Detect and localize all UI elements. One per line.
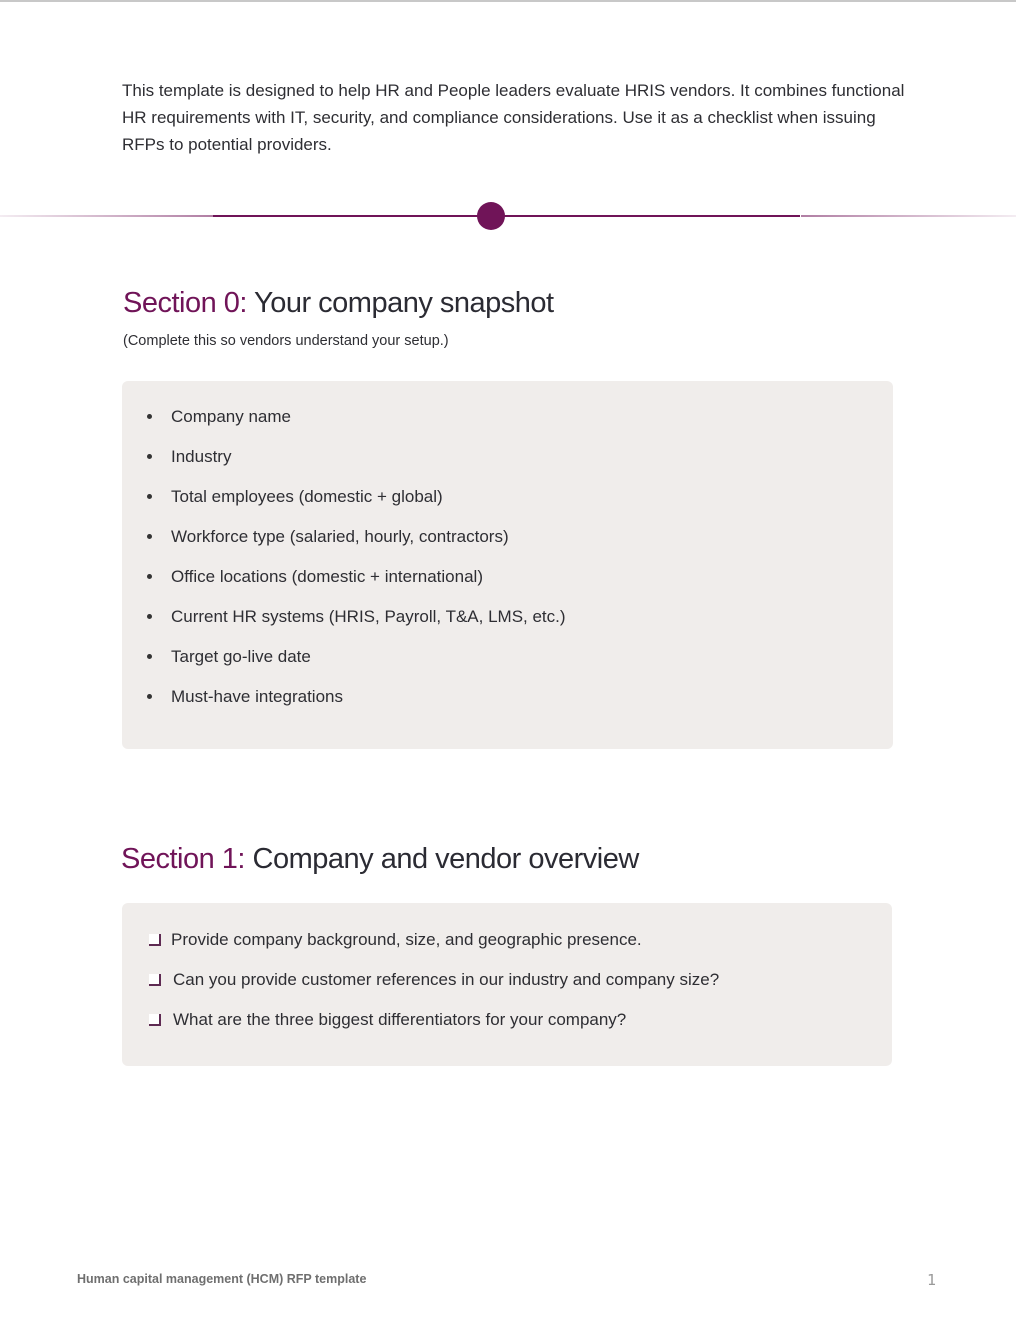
section-1-title: Company and vendor overview: [252, 843, 639, 875]
list-item: [122, 645, 566, 685]
section-0-heading: [123, 287, 554, 320]
section-1-heading: [121, 843, 639, 876]
list-item: [122, 565, 566, 605]
company-snapshot-card: [122, 381, 893, 749]
list-item-text: Total employees (domestic + global): [171, 487, 443, 506]
checkbox-icon[interactable]: [149, 934, 161, 946]
list-item-text: Current HR systems (HRIS, Payroll, T&A, LMS, etc.): [171, 607, 566, 626]
checkbox-icon[interactable]: [149, 1014, 161, 1026]
bullet-icon: [147, 574, 152, 579]
list-item-text: Must-have integrations: [171, 687, 343, 706]
top-border: [0, 0, 1016, 2]
checklist-item-text: What are the three biggest differentiators for your company?: [173, 1010, 627, 1029]
list-item-text: Industry: [171, 447, 232, 466]
bullet-icon: [147, 694, 152, 699]
list-item-text: Workforce type (salaried, hourly, contractors): [171, 527, 509, 546]
bullet-icon: [147, 614, 152, 619]
list-item: [122, 445, 566, 485]
bullet-icon: [147, 654, 152, 659]
vendor-overview-card: [122, 903, 892, 1066]
list-item-text: Target go-live date: [171, 647, 311, 666]
checklist-item[interactable]: [122, 969, 719, 1009]
checklist-item[interactable]: [122, 929, 719, 969]
footer-document-title: Human capital management (HCM) RFP template: [77, 1272, 367, 1286]
bullet-icon: [147, 414, 152, 419]
list-item: [122, 485, 566, 525]
list-item: [122, 605, 566, 645]
vendor-overview-checklist: [122, 929, 719, 1049]
checklist-item-text: Can you provide customer references in our industry and company size?: [173, 970, 720, 989]
intro-paragraph: This template is designed to help HR and People leaders evaluate HRIS vendors. It combines functional HR requirements with IT, security, and compliance considerations. Use it as a checklist when issuing RFPs to potential providers.: [122, 81, 905, 154]
divider-line-center: [213, 215, 800, 217]
divider-dot-icon: [477, 202, 505, 230]
section-0-title: Your company snapshot: [254, 287, 554, 319]
section-0-note: (Complete this so vendors understand your setup.): [123, 333, 449, 349]
list-item-text: Company name: [171, 407, 292, 426]
bullet-icon: [147, 454, 152, 459]
bullet-icon: [147, 494, 152, 499]
section-0-label: Section 0:: [123, 287, 247, 319]
footer-page-number: 1: [927, 1271, 937, 1289]
checklist-item[interactable]: [122, 1009, 719, 1049]
checklist-item-text: Provide company background, size, and geographic presence.: [171, 930, 642, 949]
list-item: [122, 405, 566, 445]
section-1-label: Section 1:: [121, 843, 245, 875]
section-divider: [0, 215, 1016, 217]
divider-line-right: [801, 215, 1016, 217]
list-item: [122, 685, 566, 725]
list-item-text: Office locations (domestic + international): [171, 567, 483, 586]
bullet-icon: [147, 534, 152, 539]
checkbox-icon[interactable]: [149, 974, 161, 986]
company-snapshot-list: [122, 405, 566, 725]
divider-line-left: [0, 215, 213, 217]
list-item: [122, 525, 566, 565]
